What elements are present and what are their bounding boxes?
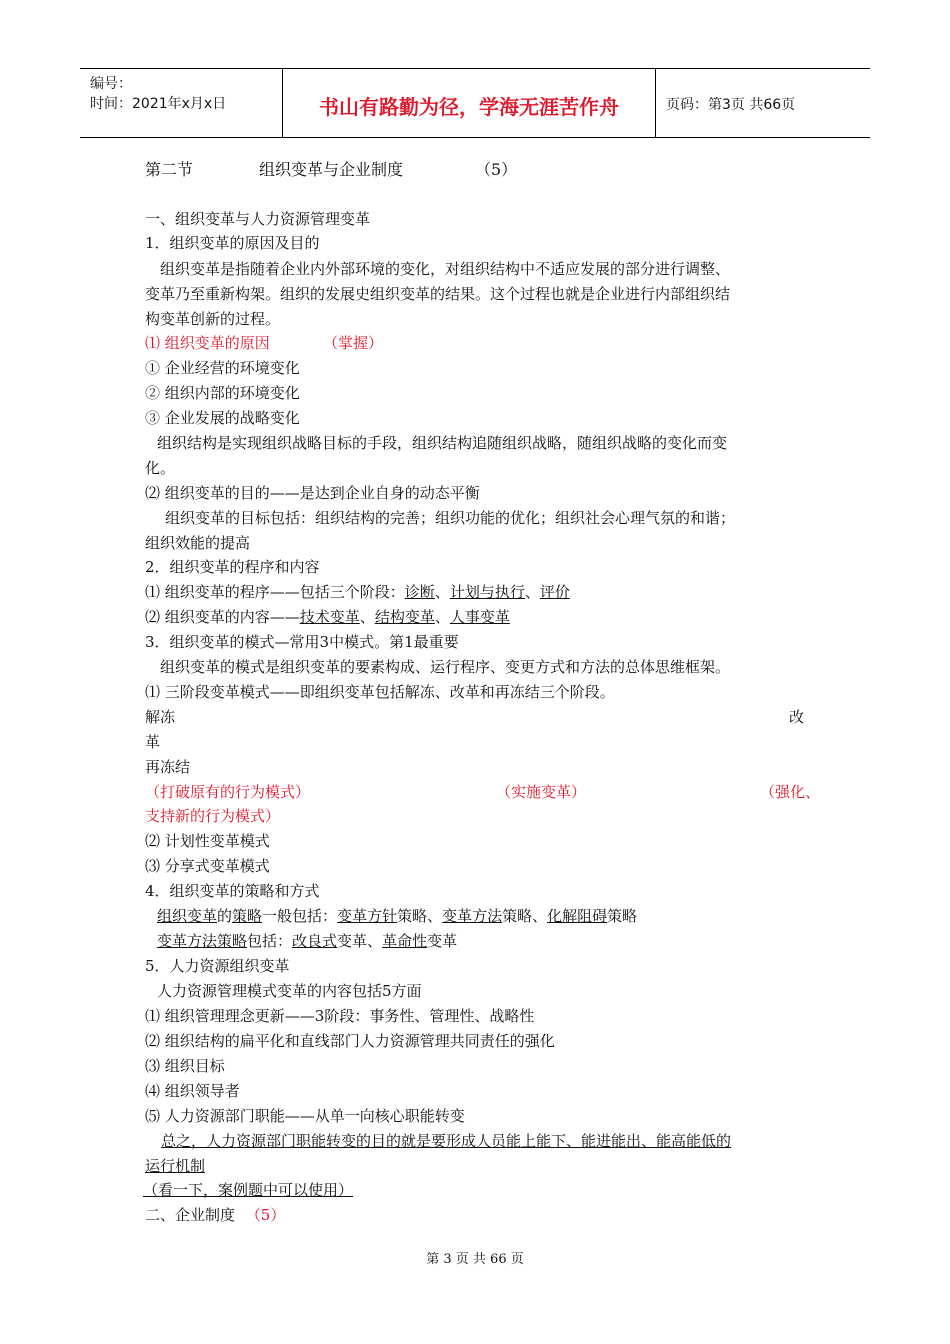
list-item: ③ 企业发展的战略变化 bbox=[145, 409, 300, 427]
paragraph-line: 组织效能的提高 bbox=[145, 534, 251, 552]
hr-item: ⑸ 人力资源部门职能——从单一向核心职能转变 bbox=[145, 1107, 465, 1125]
header-meta-cell bbox=[80, 69, 283, 137]
number-label: 编号： bbox=[90, 76, 132, 92]
stage-change-a: 改 bbox=[789, 708, 805, 726]
hr-item: ⑶ 组织目标 bbox=[145, 1057, 225, 1075]
paragraph-line: 人力资源管理模式变革的内容包括5方面 bbox=[157, 982, 422, 1000]
procedure-line bbox=[145, 582, 570, 602]
heading-2-score: （5） bbox=[245, 1206, 286, 1224]
separator: 、 bbox=[359, 608, 375, 626]
strategy-term: 变革方针 bbox=[337, 907, 398, 925]
paragraph-line: 组织变革是指随着企业内外部环境的变化，对组织结构中不适应发展的部分进行调整、 bbox=[160, 260, 731, 278]
separator: 、 bbox=[524, 583, 540, 601]
paragraph-line: 变革乃至重新构架。组织的发展史组织变革的结果。这个过程也就是企业进行内部组织结 bbox=[145, 285, 731, 303]
stage-refreeze: 再冻结 bbox=[145, 758, 191, 776]
procedure-prefix: ⑴ 组织变革的程序——包括三个阶段： bbox=[145, 583, 405, 601]
paragraph-line: 化。 bbox=[145, 459, 176, 477]
stage-desc-3b: 支持新的行为模式） bbox=[145, 807, 281, 825]
model-line: ⑶ 分享式变革模式 bbox=[145, 857, 270, 875]
time-label: 时间：2021年x月x日 bbox=[90, 96, 227, 112]
procedure-step: 诊断 bbox=[404, 583, 435, 601]
summary-note: （看一下，案例题中可以使用） bbox=[143, 1181, 354, 1199]
motto: 书山有路勤为径，学海无涯苦作舟 bbox=[319, 95, 619, 119]
method-term: 革命性 bbox=[382, 932, 428, 950]
page-label: 页码：第3页 共66页 bbox=[666, 97, 796, 113]
cause-note: （掌握） bbox=[323, 334, 384, 352]
procedure-step: 计划与执行 bbox=[449, 583, 525, 601]
heading-2 bbox=[145, 1205, 285, 1225]
content-line bbox=[145, 607, 510, 627]
method-text: 变革、 bbox=[337, 932, 383, 950]
content-item: 技术变革 bbox=[299, 608, 360, 626]
section-title bbox=[145, 160, 518, 180]
summary-line: 运行机制 bbox=[145, 1157, 206, 1175]
strategy-term: 化解阻碍 bbox=[547, 907, 608, 925]
section-name: 组织变革与企业制度 bbox=[259, 160, 404, 179]
hr-item: ⑵ 组织结构的扁平化和直线部门人力资源管理共同责任的强化 bbox=[145, 1032, 555, 1050]
paragraph-line: 组织变革的目标包括：组织结构的完善；组织功能的优化；组织社会心理气氛的和谐； bbox=[165, 509, 736, 527]
header-motto-cell bbox=[283, 69, 656, 137]
heading-2-text: 二、企业制度 bbox=[145, 1206, 236, 1224]
model-line: ⑵ 计划性变革模式 bbox=[145, 832, 270, 850]
paragraph-line: 组织变革的模式是组织变革的要素构成、运行程序、变更方式和方法的总体思维框架。 bbox=[160, 658, 731, 676]
strategy-text: 策略 bbox=[607, 907, 638, 925]
strategy-text: 一般包括： bbox=[262, 907, 338, 925]
paragraph-line: 构变革创新的过程。 bbox=[145, 310, 281, 328]
heading-1-1: 1．组织变革的原因及目的 bbox=[145, 234, 320, 252]
list-item: ① 企业经营的环境变化 bbox=[145, 359, 300, 377]
separator: 、 bbox=[434, 583, 450, 601]
heading-1: 一、组织变革与人力资源管理变革 bbox=[145, 210, 371, 228]
paragraph-line: 组织结构是实现组织战略目标的手段，组织结构追随组织战略，随组织战略的变化而变 bbox=[157, 434, 728, 452]
cause-title-text: ⑴ 组织变革的原因 bbox=[145, 334, 270, 352]
stage-desc-1: （打破原有的行为模式） bbox=[145, 783, 311, 801]
stage-desc-3a: （强化、 bbox=[760, 783, 821, 801]
method-term: 改良式 bbox=[292, 932, 338, 950]
section-part: 第二节 bbox=[145, 160, 194, 179]
content-prefix: ⑵ 组织变革的内容—— bbox=[145, 608, 300, 626]
separator: 、 bbox=[434, 608, 450, 626]
strategy-term: 策略 bbox=[232, 907, 263, 925]
strategy-term: 组织变革 bbox=[157, 907, 218, 925]
stage-unfreeze: 解冻 bbox=[145, 708, 176, 726]
stage-desc-2: （实施变革） bbox=[496, 783, 587, 801]
method-text: 变革 bbox=[427, 932, 458, 950]
strategy-text: 策略、 bbox=[397, 907, 443, 925]
purpose-line: ⑵ 组织变革的目的——是达到企业自身的动态平衡 bbox=[145, 484, 480, 502]
strategy-text: 的 bbox=[217, 907, 233, 925]
method-line bbox=[157, 931, 457, 951]
content-item: 人事变革 bbox=[449, 608, 510, 626]
hr-item: ⑴ 组织管理理念更新——3阶段：事务性、管理性、战略性 bbox=[145, 1007, 535, 1025]
procedure-step: 评价 bbox=[539, 583, 570, 601]
heading-1-4: 4．组织变革的策略和方式 bbox=[145, 882, 320, 900]
hr-item: ⑷ 组织领导者 bbox=[145, 1082, 240, 1100]
section-score: （5） bbox=[475, 160, 518, 179]
heading-1-3: 3．组织变革的模式—常用3中模式。第1最重要 bbox=[145, 633, 459, 651]
heading-1-2: 2．组织变革的程序和内容 bbox=[145, 558, 320, 576]
method-text: 包括： bbox=[247, 932, 293, 950]
list-item: ② 组织内部的环境变化 bbox=[145, 384, 300, 402]
header-page-cell bbox=[656, 69, 870, 137]
page-footer: 第 3 页 共 66 页 bbox=[426, 1252, 524, 1267]
cause-title bbox=[145, 333, 384, 353]
heading-1-5: 5．人力资源组织变革 bbox=[145, 957, 290, 975]
strategy-term: 变革方法 bbox=[442, 907, 503, 925]
stage-change-b: 革 bbox=[145, 733, 161, 751]
strategy-line bbox=[157, 906, 637, 926]
method-term: 变革方法策略 bbox=[157, 932, 248, 950]
summary-line: 总之，人力资源部门职能转变的目的就是要形成人员能上能下、能进能出、能高能低的 bbox=[161, 1132, 732, 1150]
strategy-text: 策略、 bbox=[502, 907, 548, 925]
content-item: 结构变革 bbox=[374, 608, 435, 626]
page-header bbox=[80, 68, 870, 138]
model-line: ⑴ 三阶段变革模式——即组织变革包括解冻、改革和再冻结三个阶段。 bbox=[145, 683, 615, 701]
